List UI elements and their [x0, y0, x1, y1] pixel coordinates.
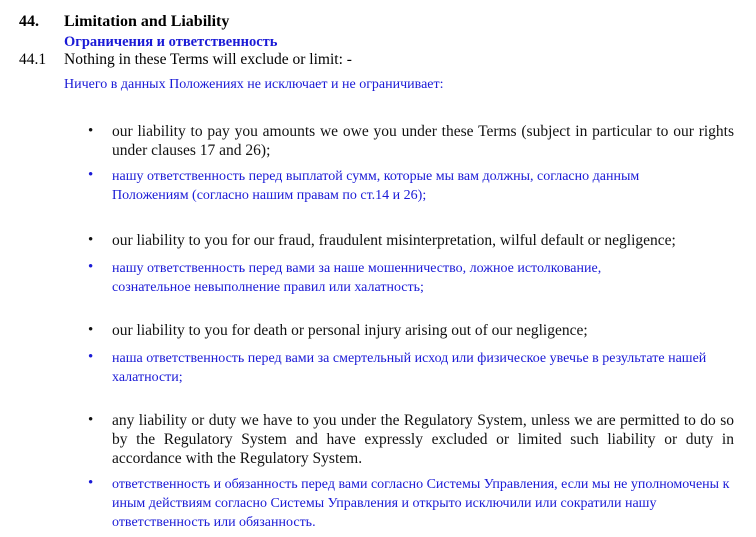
- section-title-ru: Ограничения и ответственность: [64, 34, 278, 50]
- list-item-text: ответственность и обязанность перед вами согласно Системы Управления, если мы не уполномочены к иным действиям согласно Системы Управления и открыто исключили или сократили нашу ответственность или обязанность.: [112, 477, 730, 530]
- subsection-text: Nothing in these Terms will exclude or limit: -: [64, 51, 352, 68]
- list-item-text: our liability to you for death or personal injury arising out of our negligence;: [112, 322, 588, 339]
- section-title: Limitation and Liability: [64, 13, 230, 30]
- bullet-icon: [88, 349, 112, 366]
- bullet-icon: [88, 167, 112, 184]
- subsection-number: 44.1: [19, 51, 47, 68]
- subsection-text-ru: Ничего в данных Положениях не исключает и не ограничивает:: [64, 77, 444, 92]
- bullet-icon: [88, 122, 112, 140]
- bullet-icon: [88, 411, 112, 429]
- list-item-text: наша ответственность перед вами за смертельный исход или физическое увечье в результате нашей халатности;: [112, 351, 707, 385]
- list-item-text: any liability or duty we have to you under the Regulatory System, unless we are permitted to do so by the Regulatory System and have expressly excluded or limited such liability or duty in accordance with the Regulatory System.: [112, 412, 734, 467]
- list-item-text: нашу ответственность перед выплатой сумм, которые мы вам должны, согласно данным Положениям (согласно нашим правам по ст.14 и 26);: [112, 169, 640, 203]
- bullet-icon: [88, 259, 112, 276]
- list-item-text: our liability to you for our fraud, fraudulent misinterpretation, wilful default or negligence;: [112, 232, 676, 249]
- bullet-icon: [88, 321, 112, 339]
- list-item-text: нашу ответственность перед вами за наше мошенничество, ложное истолкование, сознательное невыполнение правил или халатность;: [112, 261, 602, 295]
- bullet-icon: [88, 475, 112, 492]
- bullet-icon: [88, 231, 112, 249]
- list-item-text: our liability to pay you amounts we owe you under these Terms (subject in particular to our rights under clauses 17 and 26);: [112, 123, 734, 159]
- section-number: 44.: [19, 13, 39, 30]
